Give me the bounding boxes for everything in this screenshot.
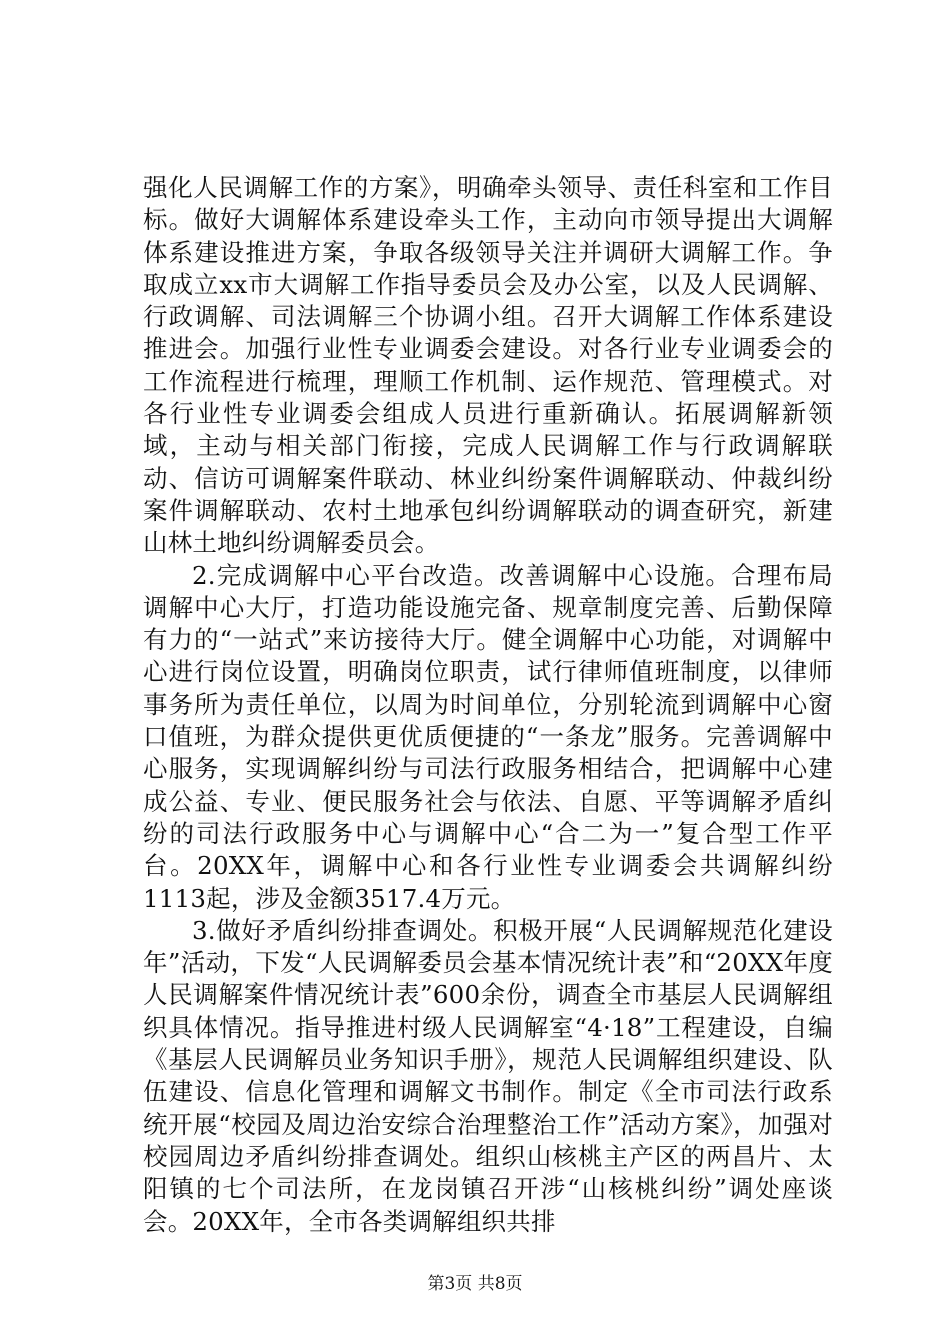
paragraph-mediation-system: 强化人民调解工作的方案》，明确牵头领导、责任科室和工作目标。做好大调解体系建设牵头工作，主动向市领导提出大调解体系建设推进方案，争取各级领导关注并调研大调解工作。争取成立xx市大调解工作指导委员会及办公室，以及人民调解、行政调解、司法调解三个协调小组。召开大调解工作体系建设推进会。加强行业性专业调委会建设。对各行业专业调委会的工作流程进行梳理，理顺工作机制、运作规范、管理模式。对各行业性专业调委会组成人员进行重新确认。拓展调解新领域，主动与相关部门衔接，完成人民调解工作与行政调解联动、信访可调解案件联动、林业纠纷案件调解联动、仲裁纠纷案件调解联动、农村土地承包纠纷调解联动的调查研究，新建山林土地纠纷调解委员会。 (143, 173, 833, 558)
page-footer: 第3页 共8页 (427, 1274, 523, 1294)
paragraph-mediation-center: 2.完成调解中心平台改造。改善调解中心设施。合理布局调解中心大厅，打造功能设施完备、规章制度完善、后勤保障有力的“一站式”来访接待大厅。健全调解中心功能，对调解中心进行岗位设置，明确岗位职责，试行律师值班制度，以律师事务所为责任单位，以周为时间单位，分别轮流到调解中心窗口值班，为群众提供更优质便捷的“一条龙”服务。完善调解中心服务，实现调解纠纷与司法行政服务相结合，把调解中心建成公益、专业、便民服务社会与依法、自愿、平等调解矛盾纠纷的司法行政服务中心与调解中心“合二为一”复合型工作平台。20XX年，调解中心和各行业性专业调委会共调解纠纷1113起，涉及金额3517.4万元。 (143, 560, 833, 913)
document-body (143, 172, 833, 1238)
paragraph-dispute-screening: 3.做好矛盾纠纷排查调处。积极开展“人民调解规范化建设年”活动，下发“人民调解委员会基本情况统计表”和“20XX年度人民调解案件情况统计表”600余份，调查全市基层人民调解组织具体情况。指导推进村级人民调解室“4·18”工程建设，自编《基层人民调解员业务知识手册》，规范人民调解组织建设、队伍建设、信息化管理和调解文书制作。制定《全市司法行政系统开展“校园及周边治安综合治理整治工作”活动方案》，加强对校园周边矛盾纠纷排查调处。组织山核桃主产区的两昌片、太阳镇的七个司法所，在龙岗镇召开涉“山核桃纠纷”调处座谈会。20XX年，全市各类调解组织共排 (143, 915, 833, 1236)
